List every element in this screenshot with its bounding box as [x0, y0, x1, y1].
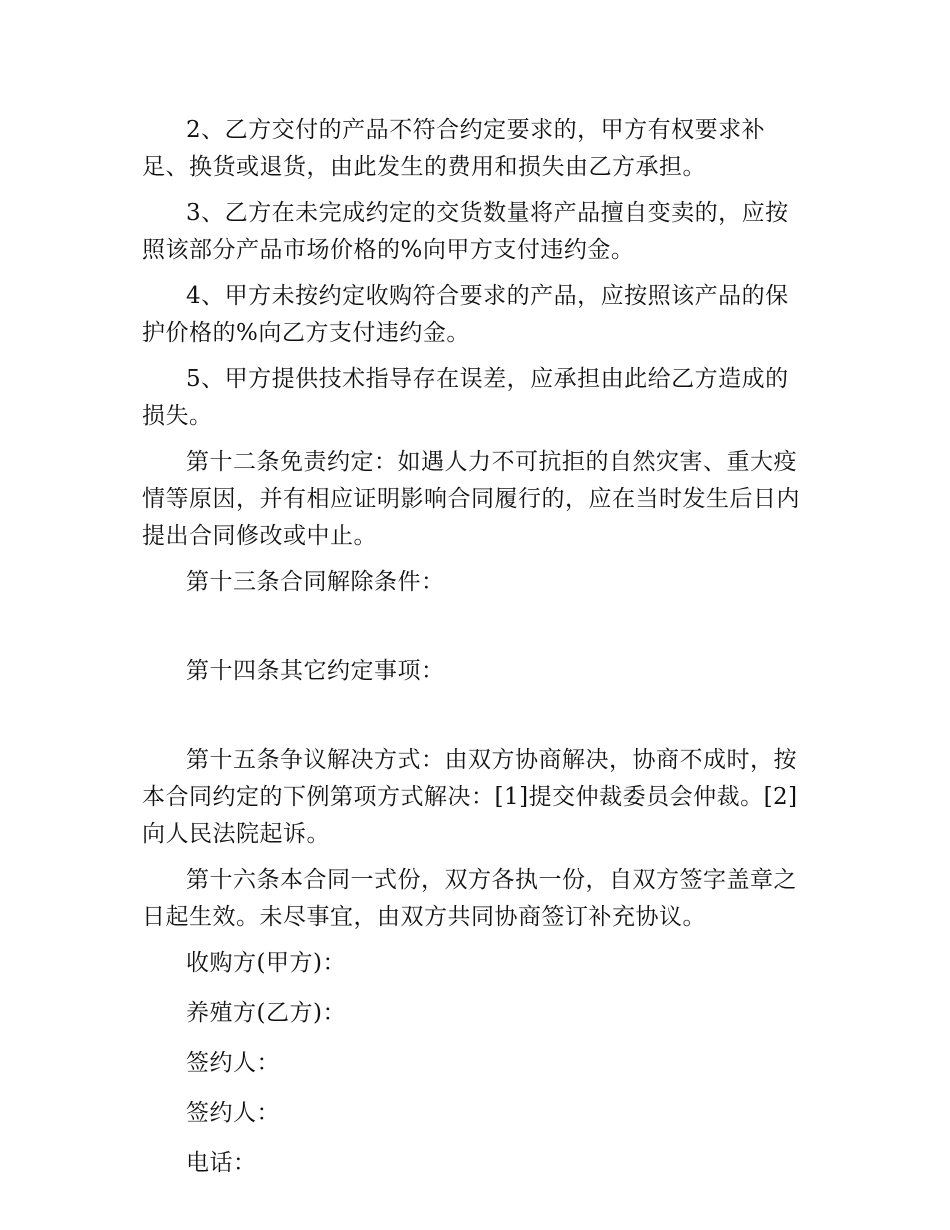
signature-purchaser: 收购方(甲方)：	[186, 950, 346, 976]
clause-4-breach-purchase: 4、甲方未按约定收购符合要求的产品，应按照该产品的保护价格的%向乙方支付违约金。	[142, 283, 789, 346]
article-12-exemption: 第十二条免责约定：如遇人力不可抗拒的自然灾害、重大疫情等原因，并有相应证明影响合同履行的，应在当时发生后日内提出合同修改或中止。	[142, 449, 800, 549]
article-16-copies-effect: 第十六条本合同一式份，双方各执一份，自双方签字盖章之日起生效。未尽事宜，由双方共同协商签订补充协议。	[142, 867, 797, 930]
document-page	[142, 112, 812, 1195]
article-13-termination: 第十三条合同解除条件：	[186, 569, 445, 595]
signature-breeder: 养殖方(乙方)：	[186, 1000, 346, 1026]
clause-3-breach-resale: 3、乙方在未完成约定的交货数量将产品擅自变卖的，应按照该部分产品市场价格的%向甲方支付违约金。	[142, 200, 789, 263]
clause-2-breach-nonconforming: 2、乙方交付的产品不符合约定要求的，甲方有权要求补足、换货或退货，由此发生的费用和损失由乙方承担。	[142, 117, 766, 180]
signature-signatory-2: 签约人：	[186, 1100, 280, 1126]
clause-5-technical-guidance: 5、甲方提供技术指导存在误差，应承担由此给乙方造成的损失。	[142, 366, 789, 429]
signature-phone: 电话：	[186, 1150, 257, 1176]
article-14-other-matters: 第十四条其它约定事项：	[186, 658, 445, 684]
article-15-dispute-resolution: 第十五条争议解决方式：由双方协商解决，协商不成时，按本合同约定的下例第项方式解决：[1]提交仲裁委员会仲裁。[2]向人民法院起诉。	[142, 747, 798, 847]
signature-signatory-1: 签约人：	[186, 1050, 280, 1076]
